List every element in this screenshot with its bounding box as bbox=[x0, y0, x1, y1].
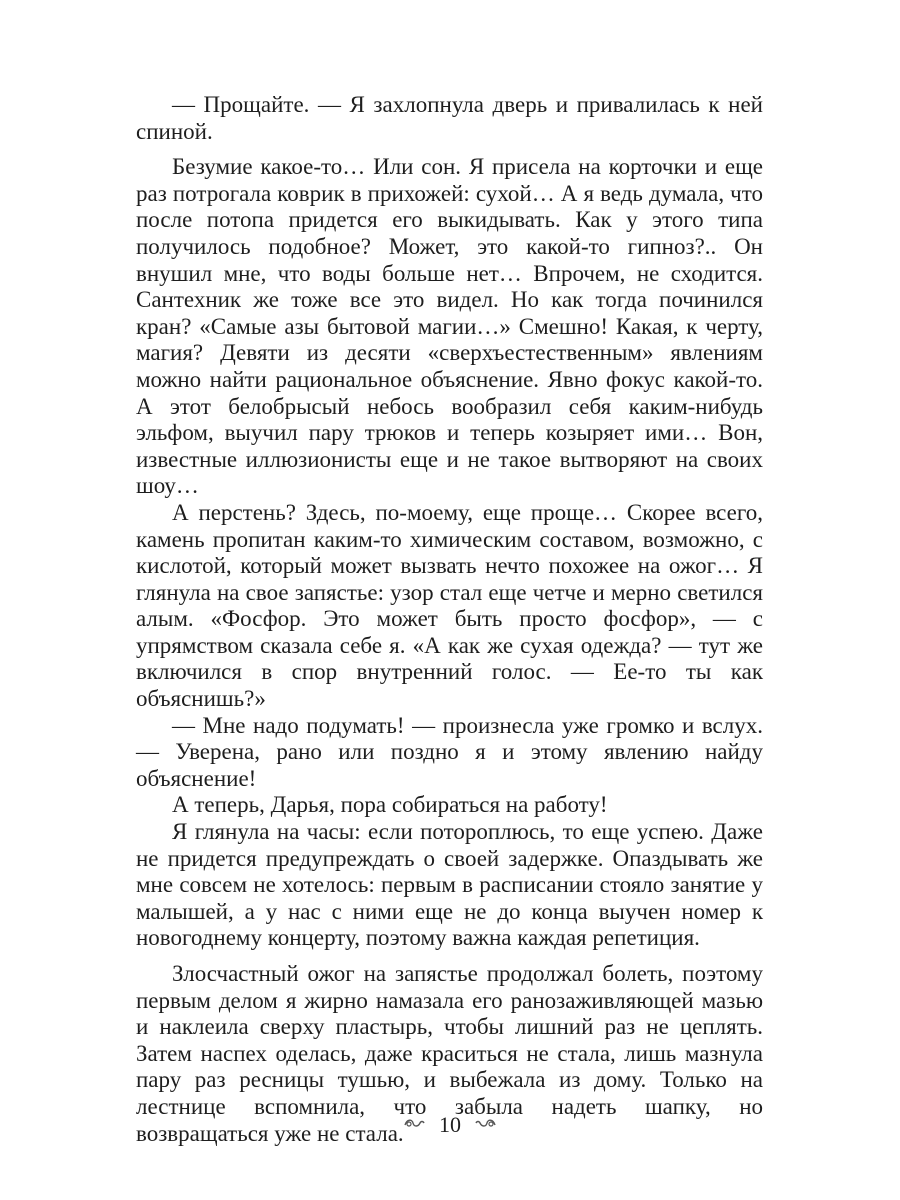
paragraph: — Мне надо подумать! — произнесла уже громко и вслух. — Уверена, рано или поздно я и этому явлению найду объяснение! bbox=[136, 712, 763, 791]
left-ornament-icon bbox=[403, 1114, 425, 1135]
paragraph: А перстень? Здесь, по-моему, еще проще… Скорее всего, камень пропитан каким-то химическим составом, возможно, с кислотой, который может вызвать нечто похожее на ожог… Я глянула на свое запястье: узор стал еще четче и мерно светился алым. «Фосфор. Это может быть просто фосфор», — с упрямством сказала себе я. «А как же сухая одежда? — тут же включился в спор внутренний голос. — Ее-то ты как объяснишь?» bbox=[136, 499, 763, 712]
body-text bbox=[136, 92, 763, 1147]
page-number: 10 bbox=[439, 1111, 461, 1137]
right-ornament-icon bbox=[475, 1114, 497, 1135]
page-footer bbox=[0, 1110, 900, 1138]
paragraph: Я глянула на часы: если потороплюсь, то еще успею. Даже не придется предупреждать о своей задержке. Опаздывать же мне совсем не хотелось: первым в расписании стояло занятие у малышей, а у нас с ними еще не до конца выучен номер к новогоднему концерту, поэтому важна каждая репетиция. bbox=[136, 819, 763, 951]
paragraph: А теперь, Дарья, пора собираться на работу! bbox=[172, 792, 608, 818]
paragraph: Безумие какое-то… Или сон. Я присела на корточки и еще раз потрогала коврик в прихожей: сухой… А я ведь думала, что после потопа придется его выкидывать. Как у этого типа получилось подобное? Может, это какой-то гипноз?.. Он внушил мне, что воды больше нет… Впрочем, не сходится. Сантехник же тоже все это видел. Но как тогда починился кран? «Самые азы бытовой магии…» Смешно! Какая, к черту, магия? Девяти из десяти «сверхъестественным» явлениям можно найти рациональное объяснение. Явно фокус какой-то. А этот белобрысый небось вообразил себя каким-нибудь эльфом, выучил пару трюков и теперь козыряет ими… Вон, известные иллюзионисты еще и не такое вытворяют на своих шоу… bbox=[136, 154, 763, 499]
paragraph: — Прощайте. — Я захлопнула дверь и привалилась к ней спиной. bbox=[136, 92, 763, 144]
paragraph: Злосчастный ожог на запястье продолжал болеть, поэтому первым делом я жирно намазала его ранозаживляющей мазью и наклеила сверху пластырь, чтобы лишний раз не цеплять. Затем наспех оделась, даже краситься не стала, лишь мазнула пару раз ресницы тушью, и выбежала из дому. Только на лестнице вспомнила, что забыла надеть шапку, но возвращаться уже не стала. bbox=[136, 961, 763, 1146]
